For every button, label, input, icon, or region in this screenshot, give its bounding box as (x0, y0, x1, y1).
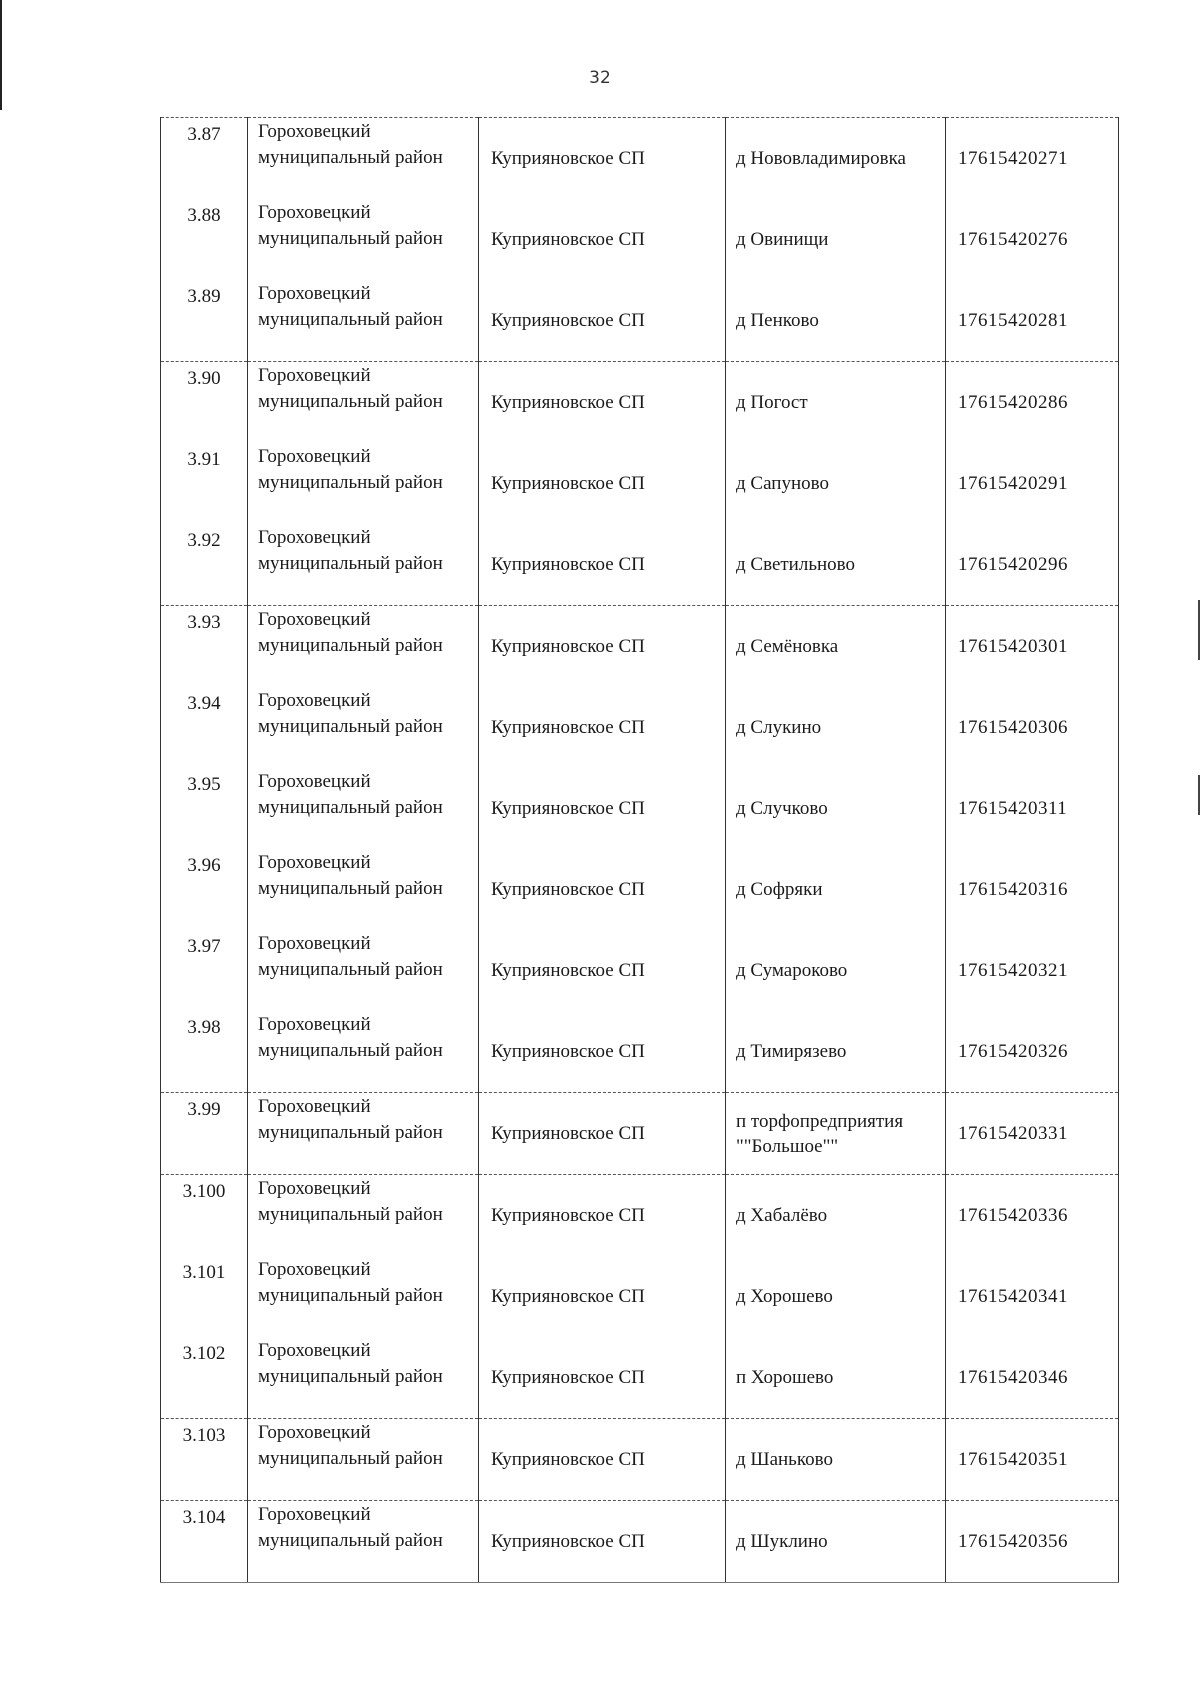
row-number-cell: 3.97 (161, 930, 248, 1011)
oktmo-code-cell: 17615420301 (946, 606, 1119, 688)
oktmo-code-cell: 17615420341 (946, 1256, 1119, 1337)
district-cell: Гороховецкий муниципальный район (248, 199, 479, 280)
table-row (161, 687, 1119, 768)
table-row (161, 199, 1119, 280)
row-number-cell: 3.91 (161, 443, 248, 524)
oktmo-code-cell: 17615420296 (946, 524, 1119, 606)
locality-cell: д Нововладимировка (726, 118, 946, 200)
row-number-cell: 3.89 (161, 280, 248, 362)
oktmo-code-cell: 17615420276 (946, 199, 1119, 280)
district-cell: Гороховецкий муниципальный район (248, 1419, 479, 1501)
oktmo-code-cell: 17615420331 (946, 1093, 1119, 1175)
table-row (161, 1093, 1119, 1175)
table-row (161, 524, 1119, 606)
oktmo-code-cell: 17615420291 (946, 443, 1119, 524)
table-row (161, 768, 1119, 849)
locality-cell: д Тимирязево (726, 1011, 946, 1093)
table-row (161, 1011, 1119, 1093)
locality-cell: д Семёновка (726, 606, 946, 688)
locality-cell: д Сумароково (726, 930, 946, 1011)
locality-cell: д Слукино (726, 687, 946, 768)
oktmo-code-cell: 17615420351 (946, 1419, 1119, 1501)
locality-cell: д Шаньково (726, 1419, 946, 1501)
settlements-table (160, 117, 1119, 1583)
district-cell: Гороховецкий муниципальный район (248, 930, 479, 1011)
oktmo-code-cell: 17615420281 (946, 280, 1119, 362)
row-number-cell: 3.90 (161, 362, 248, 444)
table-row (161, 1337, 1119, 1419)
district-cell: Гороховецкий муниципальный район (248, 1175, 479, 1257)
table-row (161, 1256, 1119, 1337)
table-row (161, 362, 1119, 444)
locality-cell: д Случково (726, 768, 946, 849)
settlement-cell: Куприяновское СП (479, 280, 726, 362)
page-number: 32 (589, 68, 611, 88)
oktmo-code-cell: 17615420326 (946, 1011, 1119, 1093)
district-cell: Гороховецкий муниципальный район (248, 1337, 479, 1419)
row-number-cell: 3.95 (161, 768, 248, 849)
locality-cell: д Пенково (726, 280, 946, 362)
table-row (161, 1419, 1119, 1501)
settlement-cell: Куприяновское СП (479, 687, 726, 768)
district-cell: Гороховецкий муниципальный район (248, 849, 479, 930)
settlement-cell: Куприяновское СП (479, 443, 726, 524)
settlement-cell: Куприяновское СП (479, 199, 726, 280)
oktmo-code-cell: 17615420306 (946, 687, 1119, 768)
district-cell: Гороховецкий муниципальный район (248, 280, 479, 362)
locality-cell: д Хабалёво (726, 1175, 946, 1257)
settlement-cell: Куприяновское СП (479, 1011, 726, 1093)
row-number-cell: 3.88 (161, 199, 248, 280)
oktmo-code-cell: 17615420336 (946, 1175, 1119, 1257)
locality-cell: д Сапуново (726, 443, 946, 524)
settlement-cell: Куприяновское СП (479, 1419, 726, 1501)
row-number-cell: 3.101 (161, 1256, 248, 1337)
settlement-cell: Куприяновское СП (479, 768, 726, 849)
settlement-cell: Куприяновское СП (479, 930, 726, 1011)
row-number-cell: 3.100 (161, 1175, 248, 1257)
district-cell: Гороховецкий муниципальный район (248, 443, 479, 524)
district-cell: Гороховецкий муниципальный район (248, 1093, 479, 1175)
table-row (161, 849, 1119, 930)
oktmo-code-cell: 17615420311 (946, 768, 1119, 849)
settlement-cell: Куприяновское СП (479, 1337, 726, 1419)
locality-cell: д Светильново (726, 524, 946, 606)
settlement-cell: Куприяновское СП (479, 606, 726, 688)
row-number-cell: 3.96 (161, 849, 248, 930)
locality-cell: д Овинищи (726, 199, 946, 280)
oktmo-code-cell: 17615420286 (946, 362, 1119, 444)
table-row (161, 1175, 1119, 1257)
settlement-cell: Куприяновское СП (479, 849, 726, 930)
district-cell: Гороховецкий муниципальный район (248, 524, 479, 606)
locality-cell: п торфопредприятия ""Большое"" (726, 1093, 946, 1175)
district-cell: Гороховецкий муниципальный район (248, 606, 479, 688)
district-cell: Гороховецкий муниципальный район (248, 1501, 479, 1583)
row-number-cell: 3.104 (161, 1501, 248, 1583)
settlement-cell: Куприяновское СП (479, 524, 726, 606)
district-cell: Гороховецкий муниципальный район (248, 687, 479, 768)
locality-cell: д Софряки (726, 849, 946, 930)
oktmo-code-cell: 17615420321 (946, 930, 1119, 1011)
district-cell: Гороховецкий муниципальный район (248, 362, 479, 444)
district-cell: Гороховецкий муниципальный район (248, 1256, 479, 1337)
district-cell: Гороховецкий муниципальный район (248, 118, 479, 200)
table-row (161, 606, 1119, 688)
row-number-cell: 3.87 (161, 118, 248, 200)
row-number-cell: 3.94 (161, 687, 248, 768)
settlement-cell: Куприяновское СП (479, 1256, 726, 1337)
row-number-cell: 3.98 (161, 1011, 248, 1093)
locality-cell: д Шуклино (726, 1501, 946, 1583)
locality-cell: д Хорошево (726, 1256, 946, 1337)
settlement-cell: Куприяновское СП (479, 1093, 726, 1175)
row-number-cell: 3.92 (161, 524, 248, 606)
oktmo-code-cell: 17615420271 (946, 118, 1119, 200)
settlement-cell: Куприяновское СП (479, 1501, 726, 1583)
table-row (161, 118, 1119, 200)
locality-cell: д Погост (726, 362, 946, 444)
row-number-cell: 3.99 (161, 1093, 248, 1175)
settlement-cell: Куприяновское СП (479, 118, 726, 200)
settlement-cell: Куприяновское СП (479, 1175, 726, 1257)
table-row (161, 1501, 1119, 1583)
table-row (161, 280, 1119, 362)
settlement-cell: Куприяновское СП (479, 362, 726, 444)
table-row (161, 930, 1119, 1011)
oktmo-code-cell: 17615420356 (946, 1501, 1119, 1583)
row-number-cell: 3.102 (161, 1337, 248, 1419)
oktmo-code-cell: 17615420346 (946, 1337, 1119, 1419)
locality-cell: п Хорошево (726, 1337, 946, 1419)
row-number-cell: 3.103 (161, 1419, 248, 1501)
table-row (161, 443, 1119, 524)
oktmo-code-cell: 17615420316 (946, 849, 1119, 930)
settlements-table-body (161, 118, 1119, 1583)
scan-edge-mark (0, 0, 2, 110)
district-cell: Гороховецкий муниципальный район (248, 1011, 479, 1093)
row-number-cell: 3.93 (161, 606, 248, 688)
district-cell: Гороховецкий муниципальный район (248, 768, 479, 849)
